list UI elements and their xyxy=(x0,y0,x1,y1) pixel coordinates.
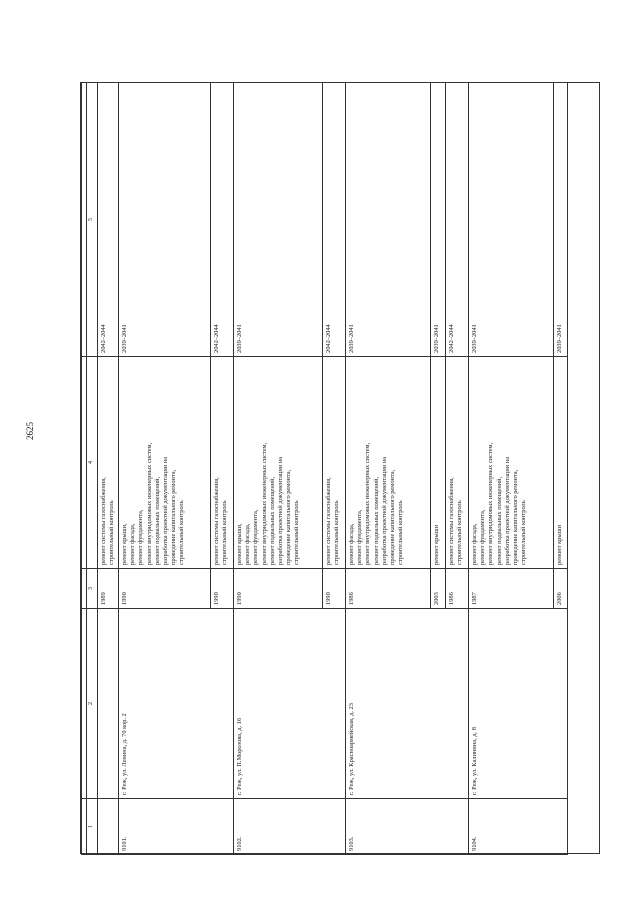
work-item: ремонт внутридомовых инженерных систем, xyxy=(487,442,495,565)
work-item: ремонт подвальных помещений, xyxy=(268,476,276,565)
number-cell: 9101. xyxy=(119,799,234,855)
period-cell: 2039–2041 xyxy=(431,83,446,357)
works-cell xyxy=(323,357,346,569)
work-item: разработка проектной документации на xyxy=(503,456,511,565)
work-item: ремонт крыши, xyxy=(236,523,244,565)
work-item: ремонт подвальных помещений, xyxy=(153,476,161,565)
address-cell: г. Реж, ул. П.Морозова, д. 16 xyxy=(234,609,346,799)
table-row xyxy=(469,83,554,855)
work-item: проведение капитального ремонта, xyxy=(388,469,396,565)
address-cell: г. Реж, ул. Калинина, д. 8 xyxy=(469,609,568,799)
period-cell: 2042–2044 xyxy=(211,83,234,357)
work-item: ремонт системы газоснабжения, xyxy=(325,477,333,565)
year-cell: 1989 xyxy=(97,569,118,609)
year-cell: 1986 xyxy=(446,569,469,609)
work-item: ремонт подвальных помещений, xyxy=(372,476,380,565)
period-cell: 2039–2041 xyxy=(554,83,568,357)
works-cell xyxy=(211,357,234,569)
period-cell: 2039–2041 xyxy=(234,83,323,357)
year-cell: 1990 xyxy=(234,569,323,609)
year-cell: 1990 xyxy=(323,569,346,609)
address-cell: г. Реж, ул. Красноармейская, д. 23 xyxy=(346,609,469,799)
work-item: разработка проектной документации на xyxy=(161,456,169,565)
period-cell: 2039–2041 xyxy=(469,83,554,357)
work-item: ремонт системы газоснабжения, xyxy=(448,477,456,565)
works-cell xyxy=(119,357,211,569)
work-item: строительный контроль xyxy=(293,500,301,565)
document-sheet xyxy=(80,82,600,854)
address-cell: г. Реж, ул. Ленина, д. 70 кор. 2 xyxy=(119,609,234,799)
work-item: ремонт фасада, xyxy=(471,523,479,565)
work-item: строительный контроль xyxy=(178,500,186,565)
work-item: разработка проектной документации на xyxy=(276,456,284,565)
period-cell: 2042–2044 xyxy=(323,83,346,357)
work-item: строительный контроль xyxy=(333,500,341,565)
period-cell: 2039–2041 xyxy=(119,83,211,357)
work-item: ремонт фундамента, xyxy=(479,509,487,565)
work-item: ремонт внутридомовых инженерных систем, xyxy=(260,442,268,565)
works-cell xyxy=(97,357,118,569)
work-item: ремонт фасада, xyxy=(129,523,137,565)
column-header-3: 3 xyxy=(87,569,98,609)
work-item: проведение капитального ремонта, xyxy=(285,469,293,565)
work-item: ремонт крыши, xyxy=(121,523,129,565)
table-row xyxy=(346,83,431,855)
period-cell: 2042–2044 xyxy=(446,83,469,357)
column-header-1: 1 xyxy=(87,799,98,855)
capital-repair-table xyxy=(81,82,568,855)
work-item: разработка проектной документации на xyxy=(380,456,388,565)
work-item: ремонт фундамента, xyxy=(252,509,260,565)
work-item: ремонт системы газоснабжения, xyxy=(213,477,221,565)
number-cell: 9103. xyxy=(346,799,469,855)
work-item: ремонт системы газоснабжения, xyxy=(99,477,107,565)
work-item: проведение капитального ремонта, xyxy=(511,469,519,565)
work-item: строительный контроль xyxy=(520,500,528,565)
rotated-table-frame xyxy=(81,83,601,855)
work-item: ремонт фундамента, xyxy=(137,509,145,565)
number-cell: 9104. xyxy=(469,799,568,855)
work-item: ремонт внутридомовых инженерных систем, xyxy=(364,442,372,565)
works-cell xyxy=(469,357,554,569)
work-item: строительный контроль xyxy=(456,500,464,565)
number-cell: 9102. xyxy=(234,799,346,855)
year-cell: 2006 xyxy=(554,569,568,609)
work-item: ремонт фасада, xyxy=(244,523,252,565)
column-header-2: 2 xyxy=(87,609,98,799)
table-row xyxy=(97,83,118,855)
header-row xyxy=(87,83,98,855)
work-item: ремонт крыши xyxy=(556,524,564,565)
table-row xyxy=(234,83,323,855)
page-number: 2625 xyxy=(25,422,35,440)
table-row xyxy=(119,83,211,855)
work-item: строительный контроль xyxy=(397,500,405,565)
period-cell: 2042–2044 xyxy=(97,83,118,357)
work-item: проведение капитального ремонта, xyxy=(170,469,178,565)
work-item: ремонт фасада, xyxy=(348,523,356,565)
work-item: строительный контроль xyxy=(107,500,115,565)
work-item: строительный контроль xyxy=(221,500,229,565)
year-cell: 1986 xyxy=(346,569,431,609)
work-item: ремонт внутридомовых инженерных систем, xyxy=(145,442,153,565)
work-item: ремонт подвальных помещений, xyxy=(495,476,503,565)
period-cell: 2039–2041 xyxy=(346,83,431,357)
works-cell xyxy=(234,357,323,569)
year-cell: 2003 xyxy=(431,569,446,609)
year-cell: 1990 xyxy=(211,569,234,609)
year-cell: 1990 xyxy=(119,569,211,609)
works-cell xyxy=(431,357,446,569)
works-cell xyxy=(554,357,568,569)
year-cell: 1987 xyxy=(469,569,554,609)
works-cell xyxy=(446,357,469,569)
works-cell xyxy=(346,357,431,569)
work-item: ремонт фундамента, xyxy=(356,509,364,565)
work-item: ремонт крыши xyxy=(433,524,441,565)
column-header-5: 5 xyxy=(87,83,98,357)
column-header-4: 4 xyxy=(87,357,98,569)
